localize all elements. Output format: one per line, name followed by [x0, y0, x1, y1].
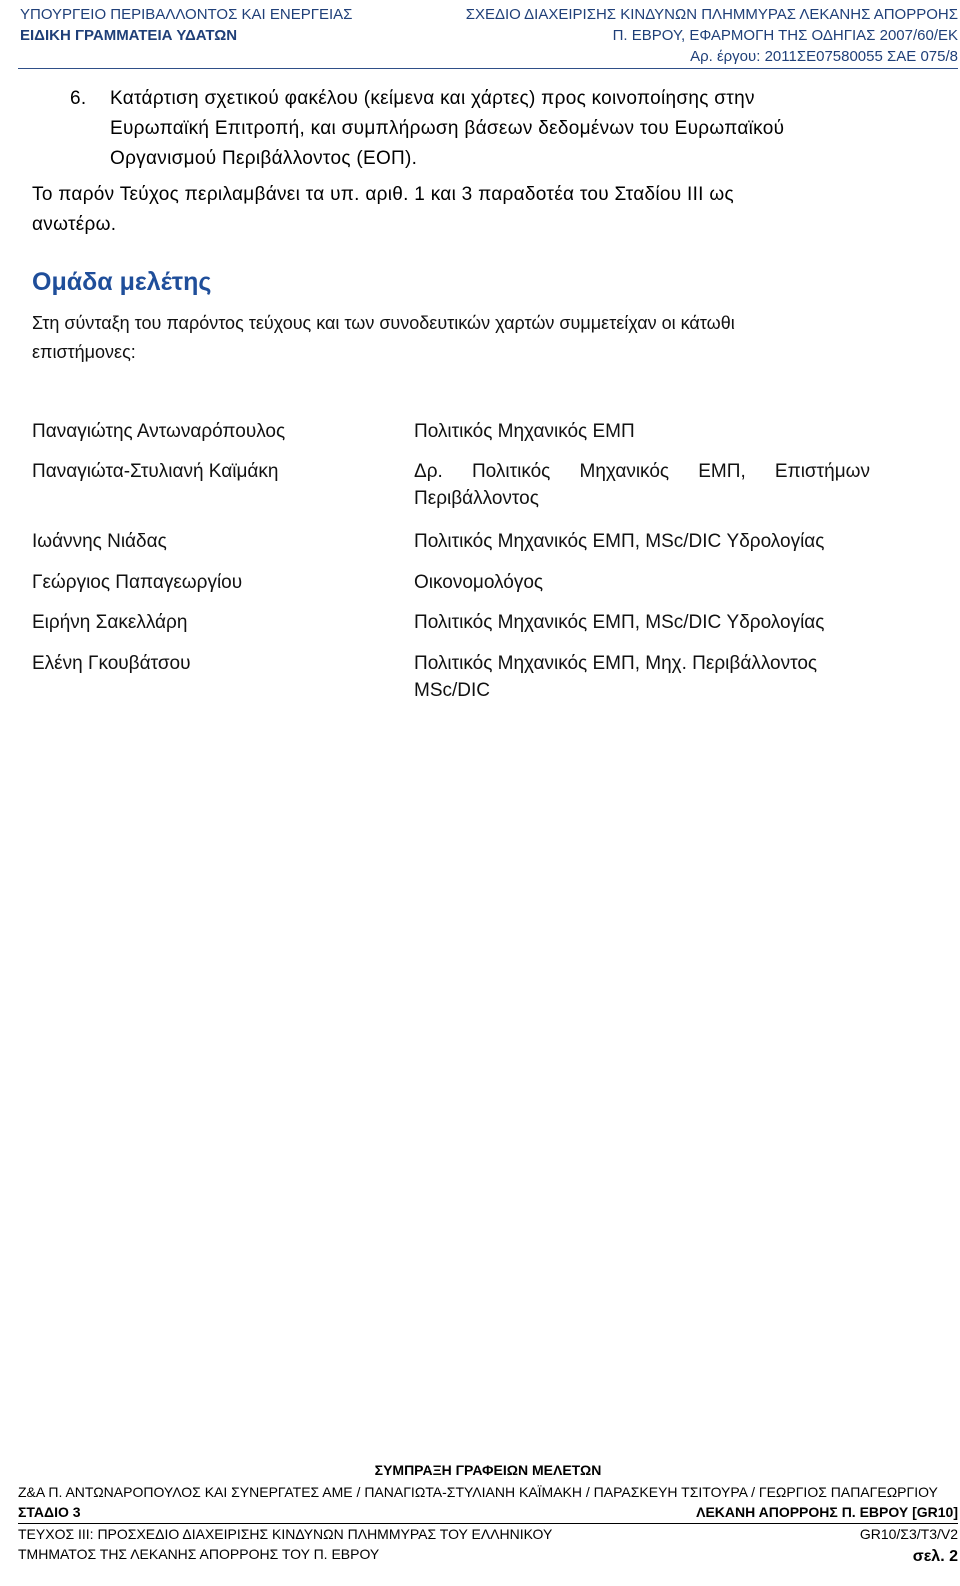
- summary-text-line: Το παρόν Τεύχος περιλαμβάνει τα υπ. αριθ. 1 και 3 παραδοτέα του Σταδίου ΙΙΙ ως: [32, 184, 734, 205]
- basin-label: ΛΕΚΑΝΗ ΑΠΟΡΡΟΗΣ Π. ΕΒΡΟΥ [GR10]: [696, 1504, 958, 1520]
- project-code: Αρ. έργου: 2011ΣΕ07580055 ΣΑΕ 075/8: [690, 48, 958, 65]
- team-member-role: Πολιτικός Μηχανικός ΕΜΠ, Μηχ. Περιβάλλοντος: [414, 653, 818, 674]
- team-heading: Ομάδα μελέτης: [32, 268, 212, 296]
- team-member-role: Οικονομολόγος: [414, 572, 544, 593]
- team-member-name: Παναγιώτα-Στυλιανή Καϊμάκη: [32, 461, 279, 482]
- issue-title-line1: ΤΕΥΧΟΣ ΙΙΙ: ΠΡΟΣΧΕΔΙΟ ΔΙΑΧΕΙΡΙΣΗΣ ΚΙΝΔΥΝΩΝ ΠΛΗΜΜΥΡΑΣ ΤΟΥ ΕΛΛΗΝΙΚΟΥ: [18, 1526, 553, 1542]
- team-member-role: Πολιτικός Μηχανικός ΕΜΠ, MSc/DIC Υδρολογίας: [414, 531, 825, 552]
- page-number: σελ. 2: [912, 1548, 958, 1565]
- team-member-name: Ελένη Γκουβάτσου: [32, 653, 191, 674]
- list-item-number: 6.: [70, 88, 87, 109]
- team-member-name: Ιωάννης Νιάδας: [32, 531, 167, 552]
- ministry-name: ΥΠΟΥΡΓΕΙΟ ΠΕΡΙΒΑΛΛΟΝΤΟΣ ΚΑΙ ΕΝΕΡΓΕΙΑΣ: [20, 6, 353, 23]
- secretariat-name: ΕΙΔΙΚΗ ΓΡΑΜΜΑΤΕΙΑ ΥΔΑΤΩΝ: [20, 27, 238, 44]
- team-member-role: Δρ. Πολιτικός Μηχανικός ΕΜΠ, Επιστήμων: [414, 461, 870, 482]
- joint-venture-title: ΣΥΜΠΡΑΞΗ ΓΡΑΦΕΙΩΝ ΜΕΛΕΤΩΝ: [374, 1462, 602, 1478]
- team-intro-line: επιστήμονες:: [32, 342, 136, 362]
- team-member-role-cont: Περιβάλλοντος: [414, 488, 539, 509]
- firm-names: Ζ&Α Π. ΑΝΤΩΝΑΡΟΠΟΥΛΟΣ ΚΑΙ ΣΥΝΕΡΓΑΤΕΣ ΑΜΕ / ΠΑΝΑΓΙΩΤΑ-ΣΤΥΛΙΑΝΗ ΚΑΪΜΑΚΗ / ΠΑΡΑΣΚΕΥΗ ΤΣΙΤΟΥΡΑ / ΓΕΩΡΓΙΟΣ ΠΑΠΑΓΕΩΡΓΙΟΥ: [18, 1484, 938, 1500]
- team-member-name: Παναγιώτης Αντωναρόπουλος: [32, 421, 286, 442]
- project-title-line1: ΣΧΕΔΙΟ ΔΙΑΧΕΙΡΙΣΗΣ ΚΙΝΔΥΝΩΝ ΠΛΗΜΜΥΡΑΣ ΛΕΚΑΝΗΣ ΑΠΟΡΡΟΗΣ: [465, 6, 958, 23]
- issue-title-line2: ΤΜΗΜΑΤΟΣ ΤΗΣ ΛΕΚΑΝΗΣ ΑΠΟΡΡΟΗΣ ΤΟΥ Π. ΕΒΡΟΥ: [18, 1546, 380, 1562]
- list-item-text-line: Ευρωπαϊκή Επιτροπή, και συμπλήρωση βάσεων δεδομένων του Ευρωπαϊκού: [110, 118, 785, 139]
- document-code: GR10/Σ3/Τ3/V2: [859, 1526, 958, 1542]
- team-member-role: Πολιτικός Μηχανικός ΕΜΠ, MSc/DIC Υδρολογίας: [414, 612, 825, 633]
- team-member-name: Γεώργιος Παπαγεωργίου: [32, 572, 243, 593]
- footer-divider: [18, 1523, 958, 1524]
- page-header: [20, 4, 958, 66]
- team-member-role-cont: MSc/DIC: [414, 680, 490, 701]
- page-footer: [18, 1460, 958, 1586]
- stage-label: ΣΤΑΔΙΟ 3: [18, 1504, 81, 1520]
- header-divider: [18, 68, 958, 69]
- team-member-role: Πολιτικός Μηχανικός ΕΜΠ: [414, 421, 635, 442]
- summary-text-line: ανωτέρω.: [32, 214, 117, 235]
- list-item-text-line: Οργανισμού Περιβάλλοντος (ΕΟΠ).: [110, 148, 418, 169]
- team-intro-line: Στη σύνταξη του παρόντος τεύχους και των συνοδευτικών χαρτών συμμετείχαν οι κάτωθι: [32, 313, 735, 333]
- team-member-name: Ειρήνη Σακελλάρη: [32, 612, 188, 633]
- project-title-line2: Π. ΕΒΡΟΥ, ΕΦΑΡΜΟΓΗ ΤΗΣ ΟΔΗΓΙΑΣ 2007/60/ΕΚ: [612, 27, 958, 44]
- list-item-text-line: Κατάρτιση σχετικού φακέλου (κείμενα και χάρτες) προς κοινοποίησης στην: [110, 88, 755, 109]
